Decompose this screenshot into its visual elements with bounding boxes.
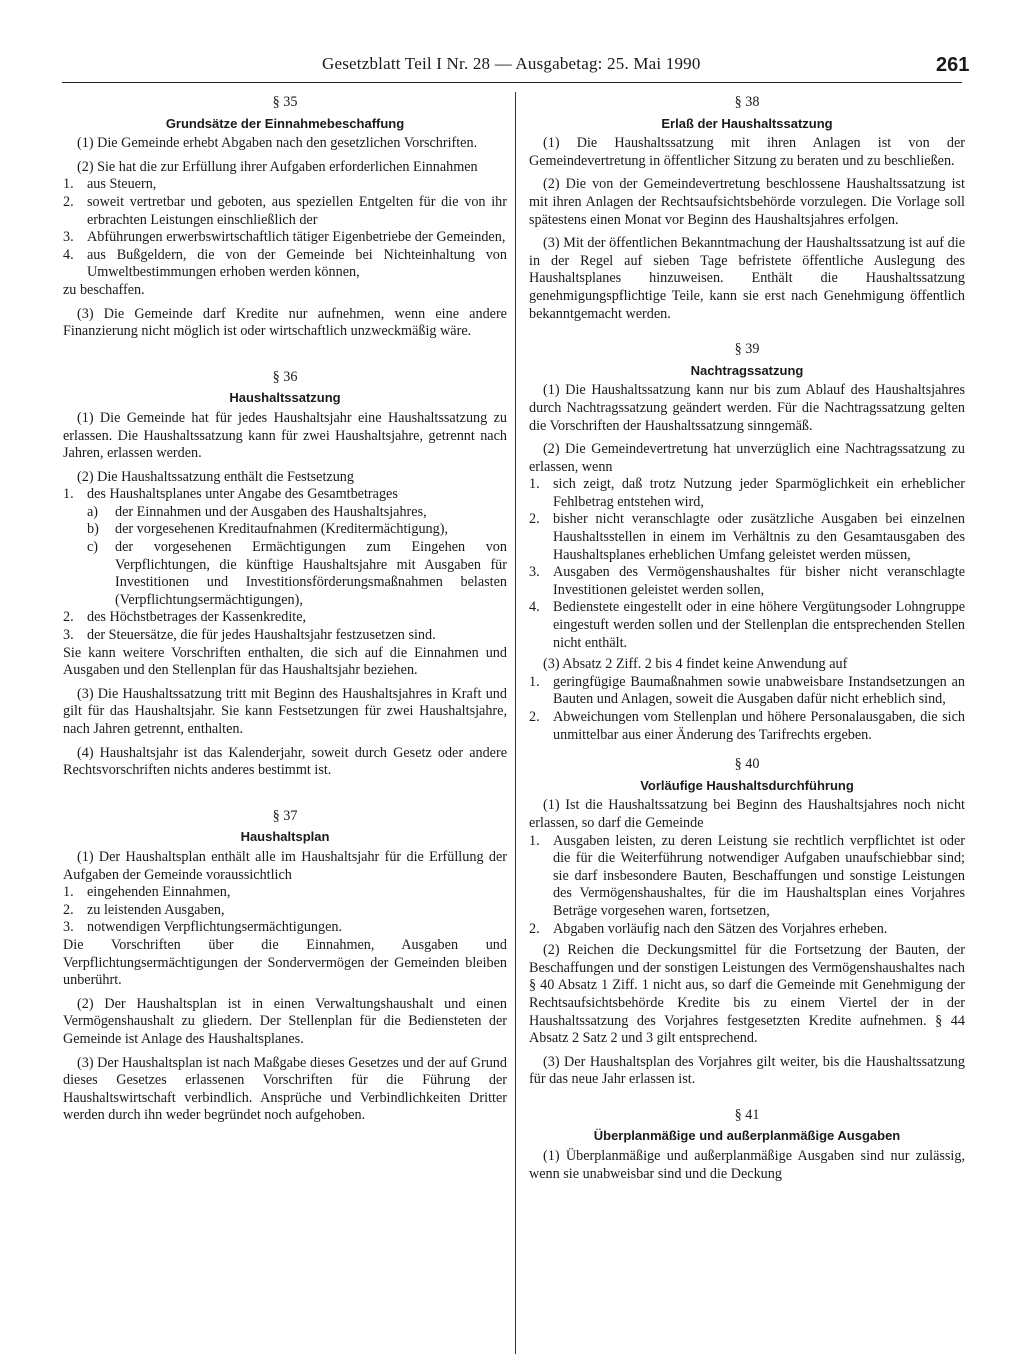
paragraph: zu beschaffen. — [63, 281, 145, 298]
list-subitem: a) der Einnahmen und der Ausgaben des Haushaltsjahres, — [87, 503, 427, 520]
paragraph: (1) Der Haushaltsplan enthält alle im Haushaltsjahr für die Erfüllung der Aufgaben der Gemeinde voraussichtlich — [63, 848, 507, 883]
list-item: 1. Ausgaben leisten, zu deren Leistung sie rechtlich verpflichtet ist oder die für die Weiterführung notwendiger Aufgaben unaufschiebbar sind; sie darf insbesondere Bauten, Beschaffungen und sonstige Leistungen des Vermögenshaushaltes, für die im Haushaltsplan eines Vorjahres Beträge vorgesehen waren, fortsetzen, — [529, 832, 965, 919]
paragraph: (2) Die von der Gemeindevertretung beschlossene Haushaltssatzung ist mit ihren Anlagen der Rechtsaufsichtsbehörde vorzulegen. Die Vorlage soll spätestens einen Monat vor Beginn des Haushaltsjahres erfolgen. — [529, 176, 965, 228]
section-title: Haushaltsplan — [240, 829, 330, 845]
section-number: § 41 — [734, 1106, 760, 1123]
section-title: Erlaß der Haushaltssatzung — [661, 115, 833, 131]
list-item: 2. Abgaben vorläufig nach den Sätzen des Vorjahres erheben. — [529, 920, 888, 937]
paragraph: (4) Haushaltsjahr ist das Kalenderjahr, soweit durch Gesetz oder andere Rechtsvorschriften nichts anderes bestimmt ist. — [63, 744, 507, 779]
list-item: 2. bisher nicht veranschlagte oder zusätzliche Ausgaben bei einzelnen Haushaltsstellen in einem im Verhältnis zu den Gesamtausgaben des Haushaltsplanes erheblichen Umfang geleistet werden müssen, — [529, 511, 965, 563]
paragraph: (3) Mit der öffentlichen Bekanntmachung der Haushaltssatzung ist auf die in der Regel auf sieben Tage befristete öffentliche Auslegung des Haushaltsplanes hinzuweisen. Enthält die Haushaltssatzung genehmigungspflichtige Teile, kann sie erst nach Genehmigung öffentlich bekanntgemacht werden. — [529, 235, 965, 322]
paragraph: (3) Der Haushaltsplan ist nach Maßgabe dieses Gesetzes und der auf Grund dieses Gesetzes erlassenen Vorschriften für die Führung der Haushaltswirtschaft verbindlich. Ansprüche und Verbindlichkeiten Dritter werden durch ihn weder begründet noch aufgehoben. — [63, 1054, 507, 1124]
list-item: 1. des Haushaltsplanes unter Angabe des Gesamtbetrages — [63, 486, 398, 503]
page-number: 261 — [936, 54, 970, 76]
paragraph: (3) Die Gemeinde darf Kredite nur aufnehmen, wenn eine andere Finanzierung nicht möglich ist oder wirtschaftlich unzweckmäßig wäre. — [63, 305, 507, 340]
section-number: § 35 — [272, 94, 298, 110]
section-number: § 36 — [272, 368, 298, 385]
section-title: Vorläufige Haushaltsdurchführung — [640, 777, 854, 793]
section-title: Überplanmäßige und außerplanmäßige Ausgaben — [593, 1128, 901, 1144]
section-title: Grundsätze der Einnahmebeschaffung — [165, 115, 405, 131]
paragraph: (3) Der Haushaltsplan des Vorjahres gilt weiter, bis die Haushaltssatzung für das neue Jahr erlassen ist. — [529, 1053, 965, 1088]
paragraph: (2) Reichen die Deckungsmittel für die Fortsetzung der Bauten, der Beschaffungen und der sonstigen Leistungen des Vermögenshaushaltes nach § 40 Absatz 1 Ziff. 1 nicht aus, so darf die Gemeinde mit Genehmigung der Rechtsaufsichtsbehörde Kredite bis zu einem Viertel der in der Haushaltssatzung des Vorjahres festgesetzten Kredite aufnehmen. § 44 Absatz 2 Satz 2 und 3 gilt entsprechend. — [529, 942, 965, 1047]
paragraph: (3) Die Haushaltssatzung tritt mit Beginn des Haushaltsjahres in Kraft und gilt für das Haushaltsjahr. Sie kann Festsetzungen für zwei Haushaltsjahre, nach Jahren getrennt, enthalten. — [63, 685, 507, 737]
paragraph: (1) Die Haushaltssatzung kann nur bis zum Ablauf des Haushaltsjahres durch Nachtragssatzung geändert werden. Für die Nachtragssatzung gelten die Vorschriften der Haushaltssatzung sinngemäß. — [529, 382, 965, 434]
list-item: 3. notwendigen Verpflichtungsermächtigungen. — [63, 919, 343, 936]
paragraph: Sie kann weitere Vorschriften enthalten, die sich auf die Einnahmen und Ausgaben und den Stellenplan für das Haushaltsjahr beziehen. — [63, 644, 507, 679]
section-number: § 39 — [734, 341, 760, 358]
section-title: Nachtragssatzung — [690, 362, 804, 378]
page-header — [0, 52, 1024, 82]
section-number: § 38 — [734, 94, 760, 110]
paragraph: (1) Ist die Haushaltssatzung bei Beginn des Haushaltsjahres noch nicht erlassen, so darf die Gemeinde — [529, 797, 965, 831]
list-item: 1. aus Steuern, — [63, 176, 157, 193]
list-item: 4. Bedienstete eingestellt oder in eine höhere Vergütungsoder Lohngruppe eingestuft werden sollen und der Stellenplan die entsprechenden Stellen nicht enthält. — [529, 599, 965, 651]
paragraph: (2) Die Gemeindevertretung hat unverzüglich eine Nachtragssatzung zu erlassen, wenn — [529, 441, 965, 475]
column-divider — [515, 92, 516, 1354]
header-rule — [62, 82, 962, 83]
paragraph: (2) Die Haushaltssatzung enthält die Festsetzung — [77, 468, 354, 485]
paragraph: (1) Die Haushaltssatzung mit ihren Anlagen ist von der Gemeindevertretung in öffentlicher Sitzung zu beraten und zu beschließen. — [529, 135, 965, 169]
paragraph: (1) Die Gemeinde erhebt Abgaben nach den gesetzlichen Vorschriften. — [77, 135, 478, 152]
paragraph: (1) Überplanmäßige und außerplanmäßige Ausgaben sind nur zulässig, wenn sie unabweisbar sind und die Deckung — [529, 1148, 965, 1182]
paragraph: (1) Die Gemeinde hat für jedes Haushaltsjahr eine Haushaltssatzung zu erlassen. Die Haushaltssatzung kann für zwei Haushaltsjahre, getrennt nach Jahren, erlassen werden. — [63, 409, 507, 462]
list-item: 2. des Höchstbetrages der Kassenkredite, — [63, 609, 307, 626]
list-item: 1. sich zeigt, daß trotz Nutzung jeder Sparmöglichkeit ein erheblicher Fehlbetrag entstehen wird, — [529, 476, 965, 510]
list-item: 3. der Steuersätze, die für jedes Haushaltsjahr festzusetzen sind. — [63, 627, 436, 644]
section-title: Haushaltssatzung — [229, 390, 341, 406]
gazette-title: Gesetzblatt Teil I Nr. 28 — Ausgabetag: 25. Mai 1990 — [322, 54, 701, 73]
list-item: 2. Abweichungen vom Stellenplan und höhere Personalausgaben, die sich unmittelbar aus einer Änderung des Tarifrechts ergeben. — [529, 709, 965, 743]
paragraph: (2) Sie hat die zur Erfüllung ihrer Aufgaben erforderlichen Einnahmen — [77, 158, 478, 175]
paragraph: (3) Absatz 2 Ziff. 2 bis 4 findet keine Anwendung auf — [543, 656, 848, 673]
right-column — [529, 90, 965, 1189]
list-item: 3. Ausgaben des Vermögenshaushaltes für bisher nicht veranschlagte Investitionen geleistet werden sollen, — [529, 564, 965, 598]
list-item: 3. Abführungen erwerbswirtschaftlich tätiger Eigenbetriebe der Gemeinden, — [63, 229, 506, 246]
list-item: 2. zu leistenden Ausgaben, — [63, 901, 225, 918]
list-subitem: c) der vorgesehenen Ermächtigungen zum Eingehen von Verpflichtungen, die künftige Haushaltsjahre mit Ausgaben für Investitionen und Investitionsförderungsmaßnahmen belasten (Verpflichtungsermächtigungen), — [87, 539, 507, 608]
list-item: 2. soweit vertretbar und geboten, aus speziellen Entgelten für die von ihr erbrachten Leistungen einschließlich der — [63, 193, 507, 228]
section-number: § 37 — [272, 807, 298, 824]
list-item: 4. aus Bußgeldern, die von der Gemeinde bei Nichteinhaltung von Umweltbestimmungen erhoben werden können, — [63, 246, 507, 281]
paragraph: Die Vorschriften über die Einnahmen, Ausgaben und Verpflichtungsermächtigungen der Sondervermögen der Gemeinden bleiben unberührt. — [63, 936, 507, 989]
list-item: 1. geringfügige Baumaßnahmen sowie unabweisbare Instandsetzungen an Bauten und Anlagen, soweit die Ausgaben dafür nicht erheblich sind, — [529, 673, 965, 708]
list-item: 1. eingehenden Einnahmen, — [63, 884, 231, 901]
section-number: § 40 — [734, 756, 760, 773]
paragraph: (2) Der Haushaltsplan ist in einen Verwaltungshaushalt und einen Vermögenshaushalt zu gliedern. Der Stellenplan für die Bediensteten der Gemeinde ist Anlage des Haushaltsplanes. — [63, 995, 507, 1047]
list-subitem: b) der vorgesehenen Kreditaufnahmen (Kreditermächtigung), — [87, 521, 449, 538]
left-column — [63, 90, 507, 1131]
